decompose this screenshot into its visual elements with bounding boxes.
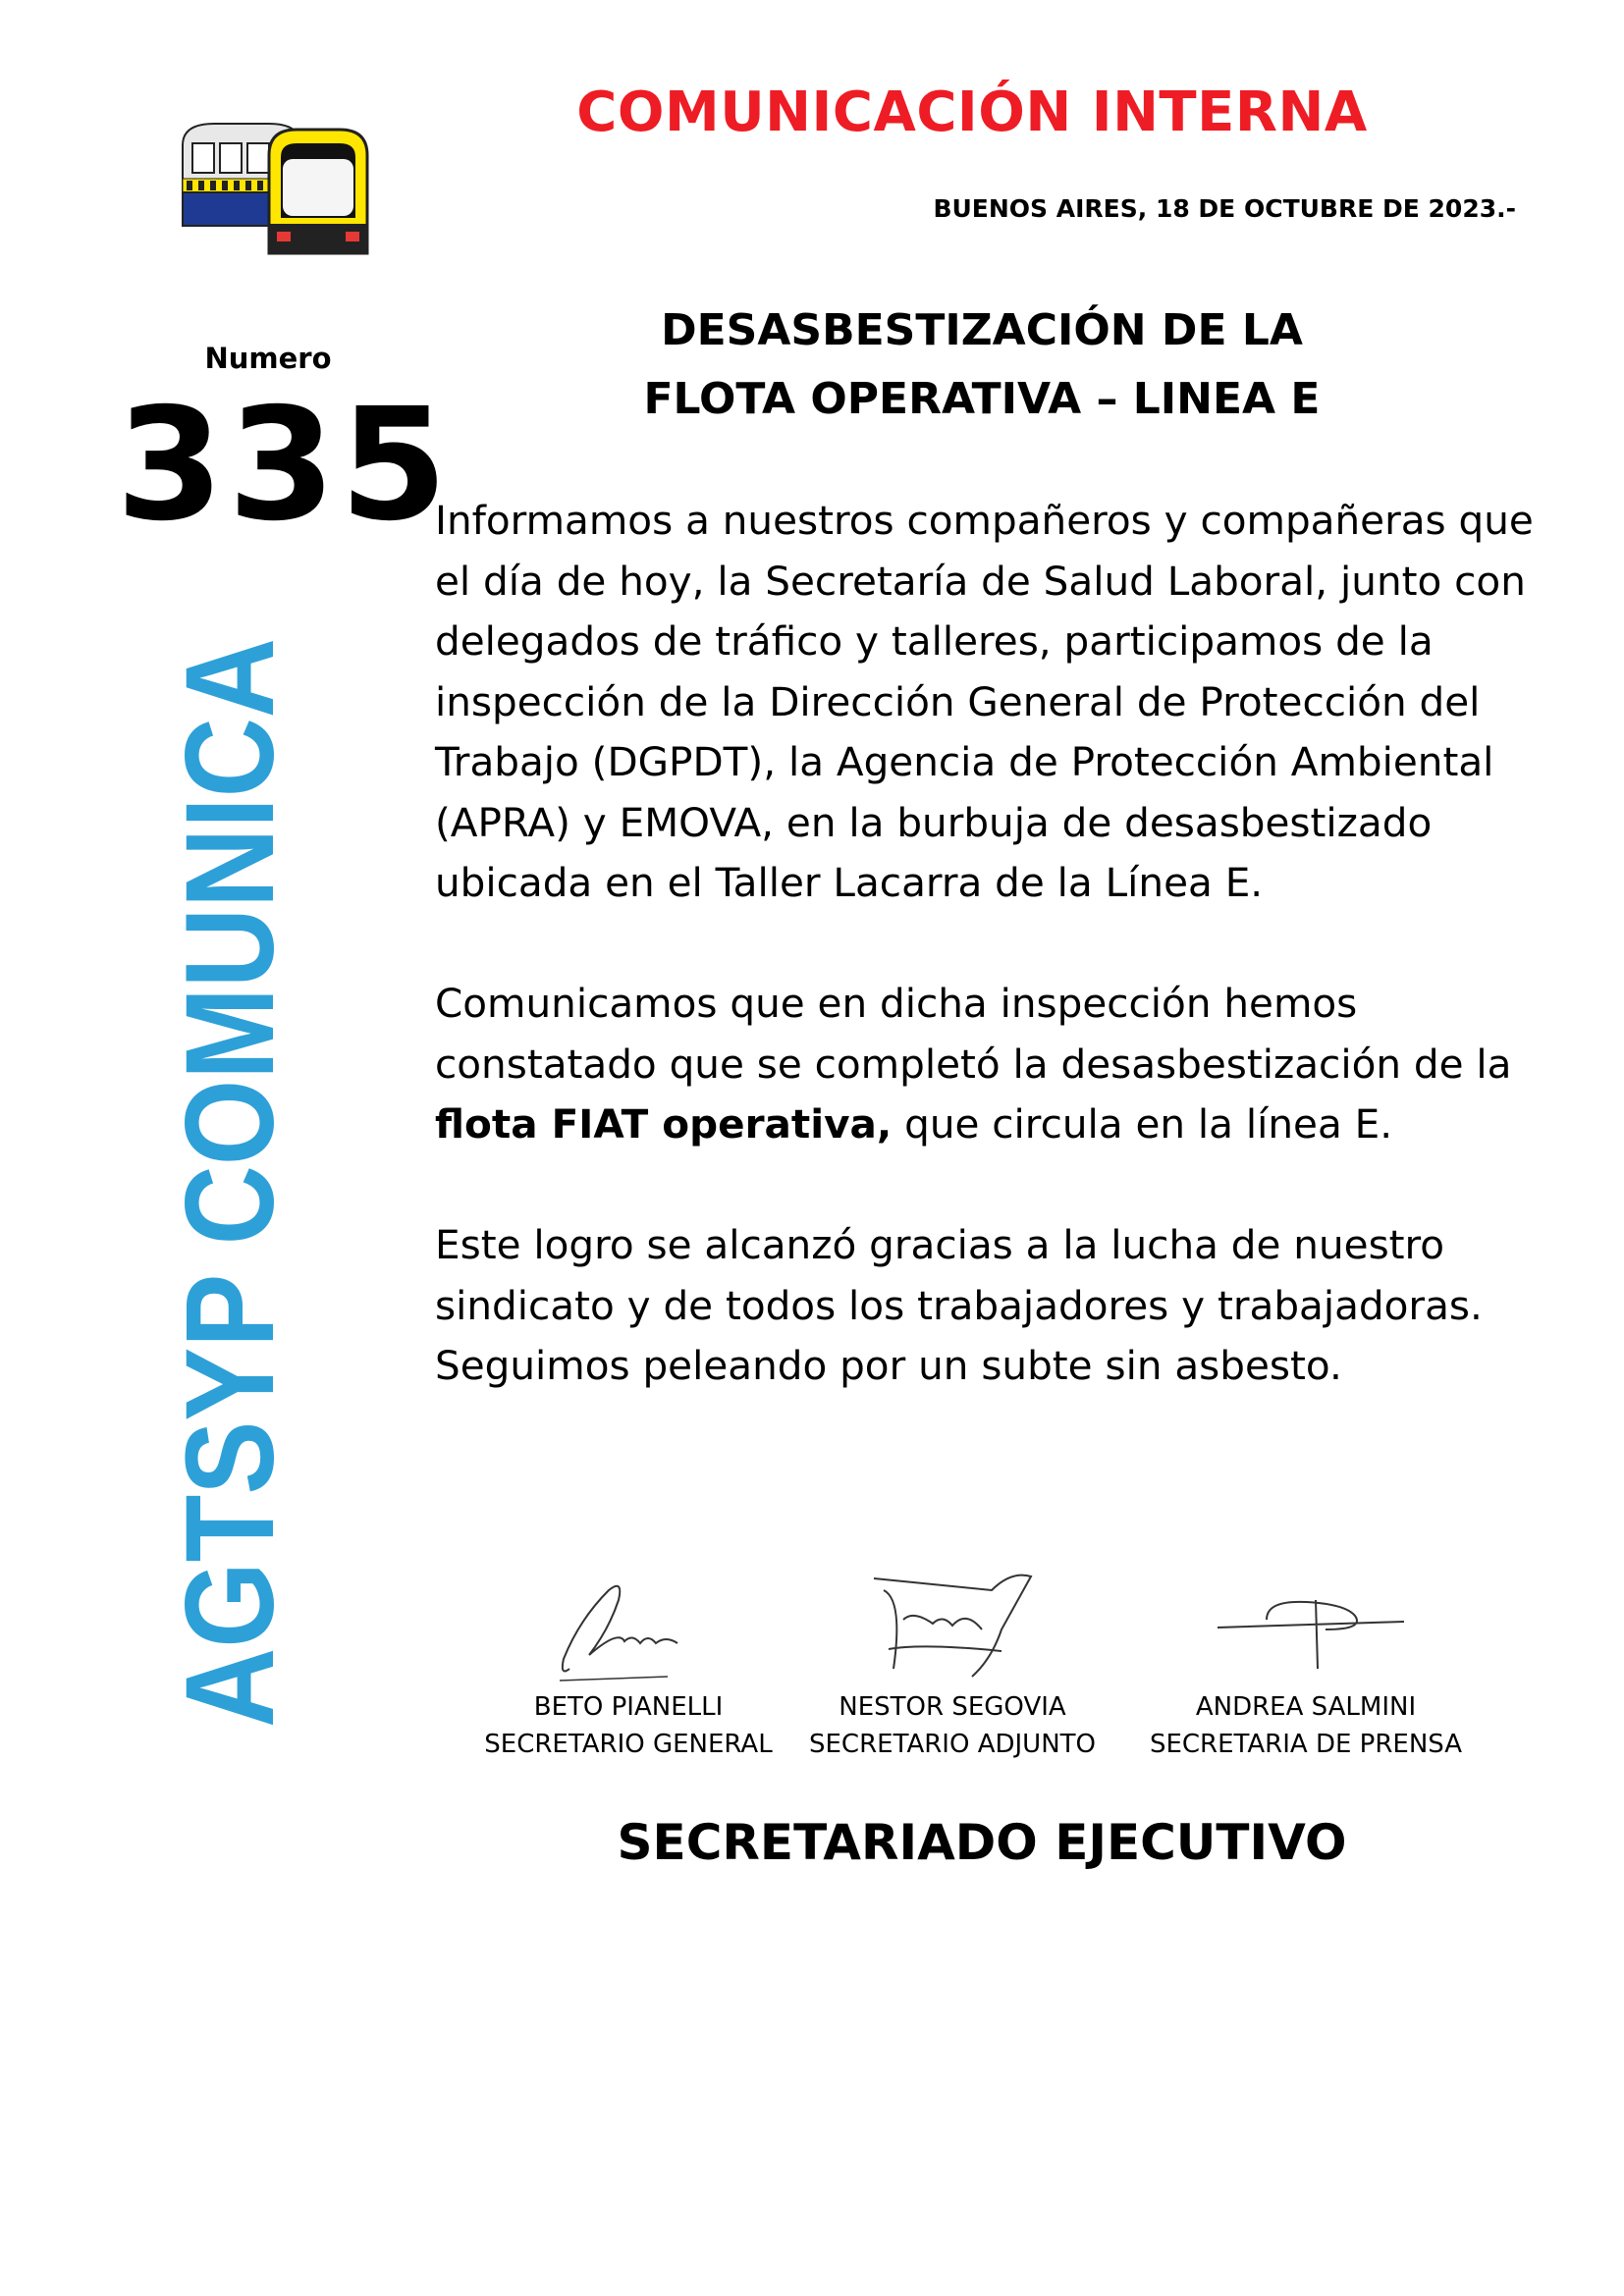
subject-line-2: FLOTA OPERATIVA – LINEA E bbox=[643, 374, 1321, 424]
signer-name: NESTOR SEGOVIA bbox=[839, 1692, 1066, 1722]
signature-block bbox=[1149, 1561, 1463, 1763]
signatures bbox=[471, 1561, 1492, 1787]
handwritten-signature bbox=[1198, 1561, 1414, 1688]
document-date: BUENOS AIRES, 18 DE OCTUBRE DE 2023.- bbox=[933, 194, 1516, 223]
document-title: COMUNICACIÓN INTERNA bbox=[576, 80, 1368, 144]
agtsyp-comunica-logo bbox=[160, 487, 352, 1747]
body-text bbox=[435, 491, 1544, 1457]
handwritten-signature bbox=[844, 1561, 1060, 1688]
signer-name: BETO PIANELLI bbox=[533, 1692, 724, 1722]
signature-block bbox=[471, 1561, 785, 1763]
handwritten-signature bbox=[530, 1561, 727, 1688]
subject-line-1: DESASBESTIZACIÓN DE LA bbox=[661, 305, 1303, 355]
paragraph-2: Comunicamos que en dicha inspección hemos constatado que se completó la desasbestización de la flota FIAT operativa, que circula en la línea E. bbox=[435, 980, 1512, 1148]
paragraph-3: Este logro se alcanzó gracias a la lucha de nuestro sindicato y de todos los trabajadores y trabajadoras. Seguimos peleando por un subte sin asbesto. bbox=[435, 1221, 1483, 1389]
signer-role: SECRETARIA DE PRENSA bbox=[1149, 1730, 1463, 1759]
svg-text:AGTSYP COMUNICA: AGTSYP COMUNICA bbox=[160, 487, 300, 1728]
highlight-fleet: flota FIAT operativa, bbox=[435, 1100, 893, 1148]
signer-name: ANDREA SALMINI bbox=[1195, 1692, 1417, 1722]
train-logo bbox=[175, 116, 381, 263]
signer-role: SECRETARIO GENERAL bbox=[484, 1730, 773, 1759]
issue-number: 335 bbox=[116, 375, 452, 556]
footer-signatory: SECRETARIADO EJECUTIVO bbox=[617, 1814, 1347, 1871]
signature-block bbox=[795, 1561, 1110, 1763]
paragraph-1: Informamos a nuestros compañeros y compañeras que el día de hoy, la Secretaría de Salud Laboral, junto con delegados de tráfico y talleres, participamos de la inspección de la Dirección General de Protección del Trabajo (DGPDT), la Agencia de Protección Ambiental (APRA) y EMOVA, en la burbuja de desasbestizado ubicada en el Taller Lacarra de la Línea E. bbox=[435, 497, 1534, 906]
issue-number-label: Numero bbox=[204, 342, 332, 375]
subject-heading bbox=[550, 296, 1414, 434]
signer-role: SECRETARIO ADJUNTO bbox=[809, 1730, 1096, 1759]
